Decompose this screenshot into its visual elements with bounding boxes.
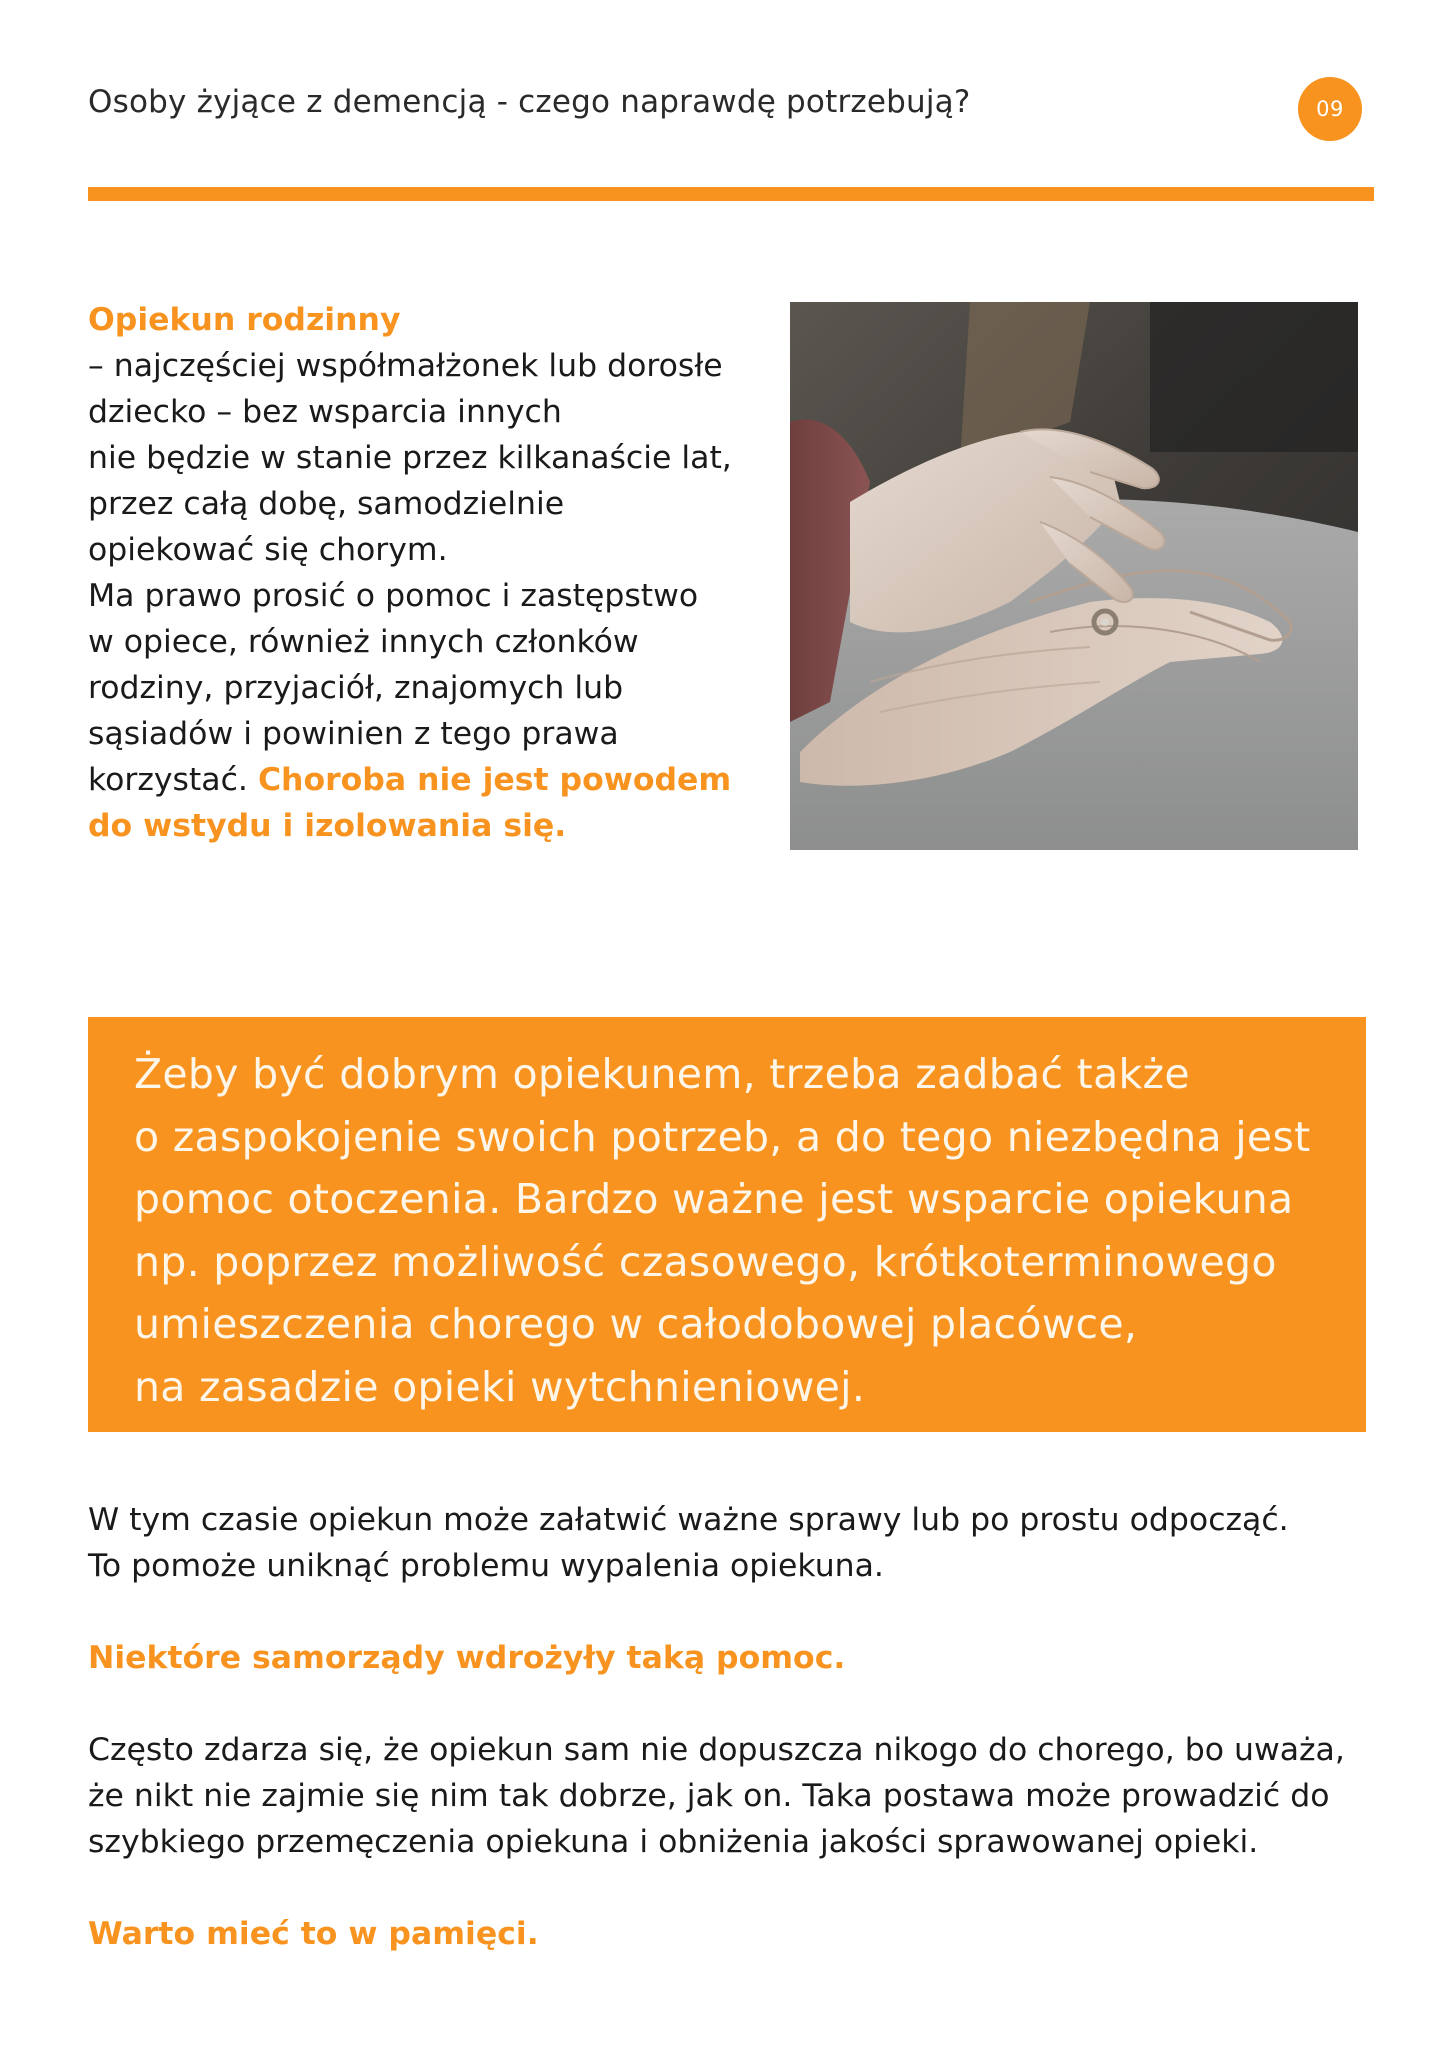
intro-line-mixed <box>88 757 748 803</box>
highlight-text-2: Warto mieć to w pamięci. <box>88 1916 539 1952</box>
intro-line: Ma prawo prosić o pomoc i zastępstwo <box>88 578 699 614</box>
intro-line: nie będzie w stanie przez kilkanaście lat, <box>88 440 732 476</box>
intro-last-plain: korzystać. <box>88 762 248 798</box>
page-number-badge: 09 <box>1298 77 1362 141</box>
paragraph-line: Często zdarza się, że opiekun sam nie dopuszcza nikogo do chorego, bo uważa, <box>88 1732 1345 1768</box>
intro-text-block <box>88 297 748 849</box>
quote-text <box>134 1043 1311 1418</box>
intro-line: opiekować się chorym. <box>88 532 448 568</box>
highlight-text-1: Niektóre samorządy wdrożyły taką pomoc. <box>88 1640 846 1676</box>
intro-line: dziecko – bez wsparcia innych <box>88 394 562 430</box>
intro-closing-accent: do wstydu i izolowania się. <box>88 808 567 844</box>
page-header-title: Osoby żyjące z demencją - czego naprawdę potrzebują? <box>88 84 971 120</box>
hands-photo <box>790 302 1358 850</box>
hands-photo-illustration <box>790 302 1358 850</box>
quote-line: Żeby być dobrym opiekunem, trzeba zadbać także <box>134 1050 1190 1098</box>
intro-heading: Opiekun rodzinny <box>88 302 401 338</box>
intro-line: – najczęściej współmałżonek lub dorosłe <box>88 348 723 384</box>
quote-line: na zasadzie opieki wytchnieniowej. <box>134 1362 866 1411</box>
paragraph-line: W tym czasie opiekun może załatwić ważne sprawy lub po prostu odpocząć. <box>88 1502 1289 1538</box>
intro-line: w opiece, również innych członków <box>88 624 639 660</box>
quote-line: o zaspokojenie swoich potrzeb, a do tego niezbędna jest <box>134 1112 1311 1161</box>
body-paragraph-1 <box>88 1497 1289 1589</box>
header-divider <box>88 187 1374 201</box>
body-paragraph-2 <box>88 1727 1345 1865</box>
quote-line: np. poprzez możliwość czasowego, krótkoterminowego <box>134 1237 1277 1286</box>
quote-line: pomoc otoczenia. Bardzo ważne jest wsparcie opiekuna <box>134 1175 1294 1223</box>
intro-line: sąsiadów i powinien z tego prawa <box>88 716 619 752</box>
quote-box <box>88 1017 1366 1432</box>
intro-line: rodziny, przyjaciół, znajomych lub <box>88 670 624 706</box>
quote-line: umieszczenia chorego w całodobowej placówce, <box>134 1300 1138 1348</box>
paragraph-line: że nikt nie zajmie się nim tak dobrze, jak on. Taka postawa może prowadzić do <box>88 1778 1330 1814</box>
intro-line: przez całą dobę, samodzielnie <box>88 486 565 522</box>
paragraph-line: To pomoże uniknąć problemu wypalenia opiekuna. <box>88 1548 884 1584</box>
paragraph-line: szybkiego przemęczenia opiekuna i obniżenia jakości sprawowanej opieki. <box>88 1824 1259 1860</box>
intro-last-accent: Choroba nie jest powodem <box>257 762 732 798</box>
